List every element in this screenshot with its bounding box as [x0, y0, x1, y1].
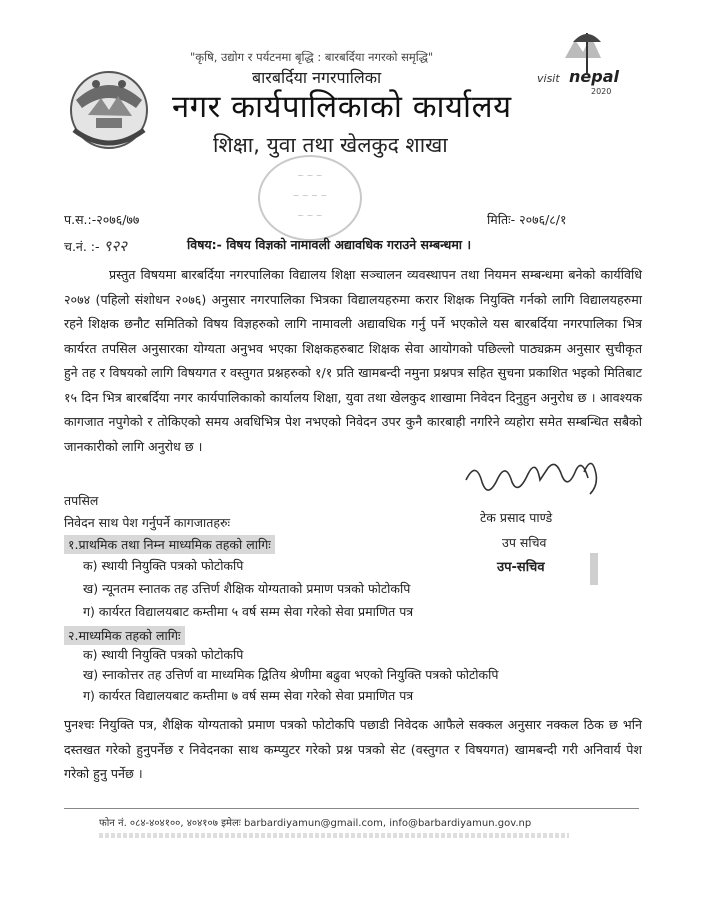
stamp-mark — [590, 553, 598, 585]
footer-contact: फोन नं. ०८४-४०४१००, ४०४१०७ इमेलः barbardiyamun@gmail.com, info@barbardiyamun.gov.np — [99, 818, 532, 829]
list-item: क) स्थायी नियुक्ति पत्रको फोटोकपि — [83, 558, 244, 573]
visit-logo-line1: visit — [537, 72, 560, 85]
handwritten-signature — [458, 450, 608, 510]
postscript-note: पुनश्चः नियुक्ति पत्र, शैक्षिक योग्यताको प्रमाण पत्रको फोटोकपि पछाडी निवेदक आफैले सक्कल अनुसार नक्कल ठिक छ भनि दस्तखत गरेको हुनुपर्नेछ र निवेदनका साथ कम्प्युटर गरेको प्रश्न पत्रको सेट (वस्तुगत र विषयगत) खामबन्दी गरी अनिवार्य पेश गरेको हुनु पर्नेछ । — [64, 717, 642, 781]
subject-line: विषय:- विषय विज्ञको नामावली अद्यावधिक गराउने सम्बन्धमा । — [187, 237, 472, 252]
footer-faded-line — [99, 833, 569, 838]
tapsil-label: तपसिल — [64, 493, 99, 508]
dispatch-value: ९२२ — [103, 237, 127, 255]
section-heading: २.माध्यमिक तहको लागिः — [64, 626, 185, 645]
letter-date: मितिः- २०७६/८/१ — [487, 212, 567, 227]
municipality-name: बारबर्दिया नगरपालिका — [252, 68, 382, 87]
dispatch-number — [64, 236, 127, 256]
list-item: ग) कार्यरत विद्यालयबाट कम्तीमा ५ वर्ष सम्म सेवा गरेको सेवा प्रमाणित पत्र — [83, 604, 414, 619]
visit-logo-line2: nepal — [569, 67, 619, 86]
branch-name: शिक्षा, युवा तथा खेलकुद शाखा — [213, 133, 448, 157]
documents-heading: निवेदन साथ पेश गर्नुपर्ने कागजातहरुः — [64, 515, 231, 530]
body-paragraph: प्रस्तुत विषयमा बारबर्दिया नगरपालिका विद्यालय शिक्षा सञ्चालन व्यवस्थापन तथा नियमन सम्बन्धमा बनेको कार्यविधि २०७४ (पहिलो संशोधन २०७६) अनुसार नगरपालिका भित्रका विद्यालयहरुमा करार शिक्षक नियुक्ति गर्नको लागि विद्यालयहरुमा रहने शिक्षक छनौट समितिको विषय विज्ञहरुको लागि नामावली अद्यावधिक गर्नु पर्ने भएकोले यस बारबर्दिया नगरपालिका भित्र कार्यरत तपसिल अनुसारका योग्यता अनुभव भएका शिक्षकहरुबाट शिक्षक सेवा आयोगको पछिल्लो पाठ्यक्रम अनुसार सुचीकृत हुने तह र विषयको लागि विषयगत र वस्तुगत प्रश्नहरुको १/१ प्रति खामबन्दी नमुना प्रश्नपत्र सहित सुचना प्रकाशित भइको मितिबाट १५ दिन भित्र बारबर्दिया नगर कार्यपालिकाको कार्यालय शिक्षा, युवा तथा खेलकुद शाखामा निवेदन दिनुहुन अनुरोध छ । आवश्यक कागजात नपुगेको र तोकिएको समय अवधिभित्र पेश नभएको निवेदन उपर कुनै कारबाही नगरिने व्यहोरा समेत सम्बन्धित सबैको जानकारीको लागि अनुरोध छ । — [64, 267, 642, 454]
footer-divider — [64, 808, 639, 809]
motto: "कृषि, उद्योग र पर्यटनमा बृद्धि : बारबर्दिया नगरको समृद्धि" — [190, 50, 434, 64]
reference-number: प.स.:-२०७६/७७ — [64, 212, 140, 227]
signatory-title: उप सचिव — [502, 535, 547, 550]
nepal-emblem-icon — [66, 60, 152, 152]
list-item: क) स्थायी नियुक्ति पत्रको फोटोकपि — [83, 647, 244, 662]
section-heading: १.प्राथमिक तथा निम्न माध्यमिक तहको लागिः — [64, 535, 275, 554]
list-item: ख) स्नाकोत्तर तह उत्तिर्ण वा माध्यमिक द्वितिय श्रेणीमा बढुवा भएको नियुक्ति पत्रको फोटोकपि — [83, 667, 499, 682]
office-title: नगर कार्यपालिकाको कार्यालय — [172, 89, 512, 125]
office-seal-stamp: ~ ~ ~ ~ ~ ~ ~ ~ ~ ~ — [258, 155, 362, 241]
signatory-stamp: उप-सचिव — [497, 560, 545, 575]
dispatch-label: च.नं. :- — [64, 239, 100, 254]
list-item: ख) न्यूनतम स्नातक तह उत्तिर्ण शैक्षिक योग्यताको प्रमाण पत्रको फोटोकपि — [83, 581, 411, 596]
visit-logo-year: 2020 — [591, 87, 612, 96]
visit-nepal-logo — [535, 28, 625, 100]
list-item: ग) कार्यरत विद्यालयबाट कम्तीमा ७ वर्ष सम्म सेवा गरेको सेवा प्रमाणित पत्र — [83, 688, 414, 703]
signatory-name: टेक प्रसाद पाण्डे — [480, 510, 553, 525]
